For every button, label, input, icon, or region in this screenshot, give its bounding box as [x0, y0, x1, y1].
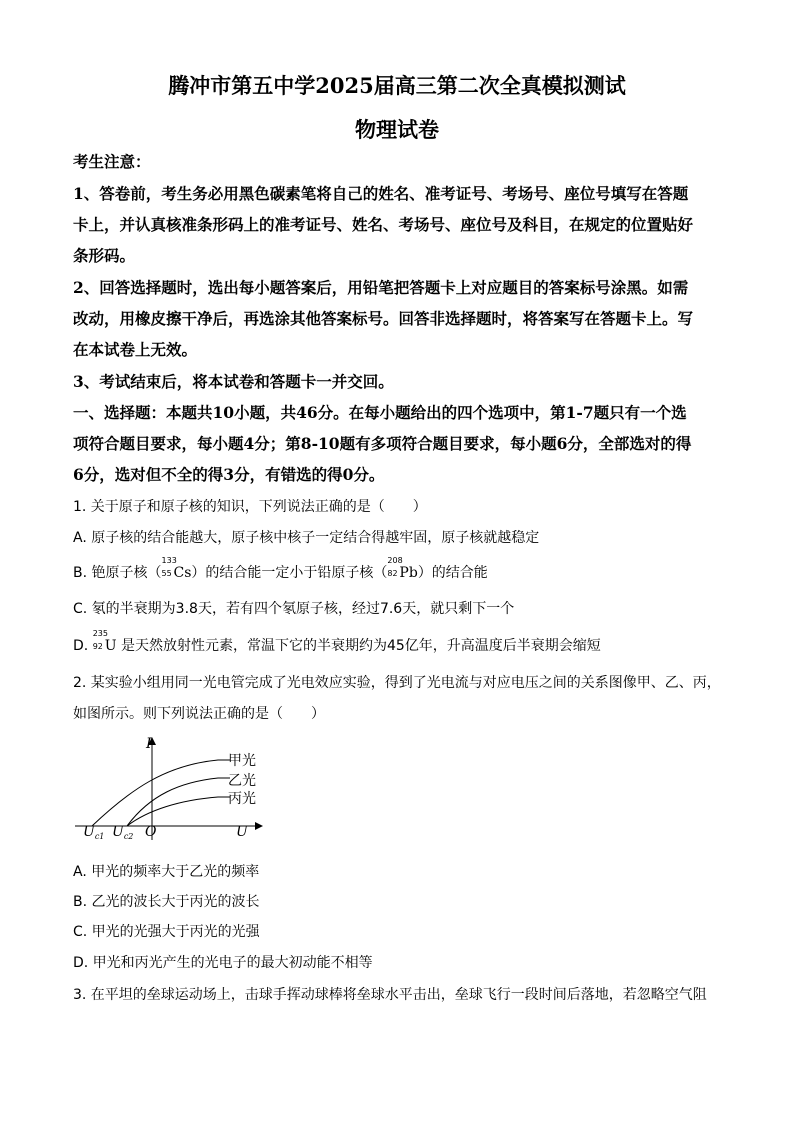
notice-item-2-line-1: 2、回答选择题时，选出每小题答案后，用铅笔把答题卡上对应题目的答案标号涂黑。如需	[73, 278, 689, 297]
cs-mass-number: 133	[161, 556, 177, 565]
uc1-subscript: c1	[94, 832, 105, 841]
notice-item-1-line-3: 条形码。	[73, 246, 136, 265]
photoelectric-iu-graph	[70, 730, 270, 845]
curve-jia-label: 甲光	[228, 753, 256, 769]
y-axis-label: I	[146, 736, 152, 752]
notice-item-2-line-3: 在本试卷上无效。	[73, 340, 198, 359]
pb-symbol: Pb	[399, 565, 418, 581]
x-axis-label: U	[236, 824, 248, 840]
q1-option-b	[73, 556, 488, 582]
curve-bing	[127, 797, 230, 826]
notice-item-1-line-2: 卡上，并认真核准条形码上的准考证号、姓名、考场号、座位号及科目，在规定的位置贴好	[73, 215, 694, 234]
q1-b-suffix: ）的结合能	[417, 565, 488, 581]
section-1-line-1: 一、选择题：本题共10小题，共46分。在每小题给出的四个选项中，第1-7题只有一个选	[73, 403, 687, 422]
section-1-line-2: 项符合题目要求，每小题4分；第8-10题有多项符合题目要求，每小题6分，全部选对的得	[73, 434, 692, 453]
q2-stem-line-1: 2. 某实验小组用同一光电管完成了光电效应实验，得到了光电流与对应电压之间的关系图像甲、乙、丙，	[73, 675, 721, 691]
q1-d-suffix: 是天然放射性元素，常温下它的半衰期约为45亿年，升高温度后半衰期会缩短	[116, 638, 601, 654]
q1-stem: 1. 关于原子和原子核的知识，下列说法正确的是（ ）	[73, 499, 427, 515]
curve-jia	[92, 760, 230, 826]
pb-mass-number: 208	[387, 556, 403, 565]
notice-item-2-line-2: 改动，用橡皮擦干净后，再选涂其他答案标号。回答非选择题时，将答案写在答题卡上。写	[73, 309, 694, 328]
u-mass-number: 235	[92, 629, 108, 638]
exam-subtitle: 物理试卷	[355, 117, 439, 142]
q1-option-c: C. 氡的半衰期为3.8天，若有四个氡原子核，经过7.6天，就只剩下一个	[73, 601, 515, 617]
curve-bing-label: 丙光	[228, 791, 256, 807]
curve-yi-label: 乙光	[228, 773, 256, 789]
uc1-label	[83, 824, 104, 841]
uc1-main: U	[83, 824, 95, 840]
q3-stem-line-1: 3. 在平坦的垒球运动场上，击球手挥动球棒将垒球水平击出，垒球飞行一段时间后落地，若忽略空气阻	[73, 987, 707, 1003]
notice-item-1-line-1: 1、答卷前，考生务必用黑色碳素笔将自己的姓名、准考证号、考场号、座位号填写在答题	[73, 184, 689, 203]
uc2-label	[112, 824, 133, 841]
notice-item-3: 3、考试结束后，将本试卷和答题卡一并交回。	[73, 372, 394, 391]
pb-atomic-number: 82	[387, 569, 398, 578]
exam-title: 腾冲市第五中学2025届高三第二次全真模拟测试	[168, 73, 626, 98]
q2-option-a: A. 甲光的频率大于乙光的频率	[73, 864, 260, 880]
cs-symbol: Cs	[173, 565, 192, 581]
cs-atomic-number: 55	[161, 569, 172, 578]
q2-option-b: B. 乙光的波长大于丙光的波长	[73, 894, 260, 910]
q1-b-prefix: B. 铯原子核（	[73, 565, 162, 581]
q2-option-c: C. 甲光的光强大于丙光的光强	[73, 924, 260, 940]
uranium-nuclide	[92, 629, 117, 654]
section-1-line-3: 6分，选对但不全的得3分，有错选的得0分。	[73, 465, 385, 484]
uc2-subscript: c2	[123, 832, 134, 841]
q1-b-middle: ）的结合能一定小于铅原子核（	[191, 565, 388, 581]
uc2-main: U	[112, 824, 124, 840]
q2-stem-line-2: 如图所示。则下列说法正确的是（ ）	[73, 706, 325, 722]
lead-nuclide	[387, 556, 418, 581]
q2-option-d: D. 甲光和丙光产生的光电子的最大初动能不相等	[73, 955, 373, 971]
u-symbol: U	[104, 638, 117, 654]
notice-heading: 考生注意：	[73, 152, 151, 171]
u-atomic-number: 92	[92, 642, 103, 651]
q1-d-prefix: D.	[73, 638, 93, 654]
q1-option-a: A. 原子核的结合能越大，原子核中核子一定结合得越牢固，原子核就越稳定	[73, 530, 540, 546]
cesium-nuclide	[161, 556, 192, 581]
origin-label: O	[145, 824, 157, 840]
q1-option-d	[73, 629, 601, 655]
